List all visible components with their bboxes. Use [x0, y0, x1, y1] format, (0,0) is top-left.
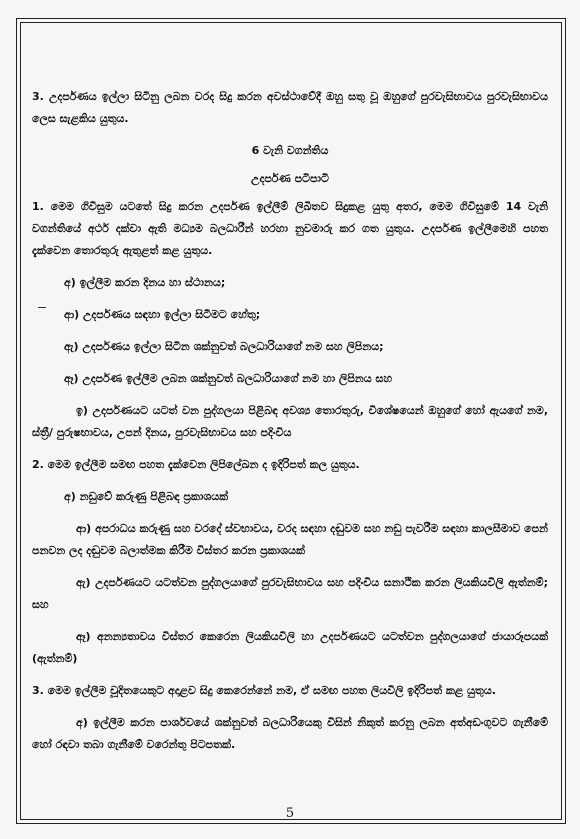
clause-1-aa: ආ) උදර්පණය සඳහා ඉල්ලා සිටීමට හේතු; [64, 308, 261, 321]
clause-1-ae: ඇ) උදර්පණය ඉල්ලා සිටින ශක්නුවත් බලධාරියාගේ නම සහ ලිපිනය; [64, 340, 384, 353]
clause-2-aee: ඈ) අනන්‍යතාවය විස්තර කෙරෙන ලියකියවිලි හා උදර්පණයට යටත්වන පුද්ගලයාගේ ජායාරූපයක් (ඇත්නම්) [32, 630, 548, 665]
clause-1: 1. මෙම ගිවිසුම යටතේ සිදු කරන උදර්පණ ඉල්ලීම් ලිඛිතව සිදුකළ යුතු අතර, මෙම ගිවිසුමේ 14 වැනි වගන්තියේ අර්ථ දක්වා ඇති මධ්‍යම බලධාරීන් හරහා නුවමාරු කර ගත යුතුය. උදර්පණ ඉල්ලීමෙහි පහත දැක්වෙන තොරතුරු ඇතුළත් කළ යුතුය. [32, 200, 548, 257]
clause-2-a: අ) නඩුවේ කරුණු පිළිබඳ ප්‍රකාශයක් [64, 490, 229, 503]
clause-3-a: අ) ඉල්ලීම කරන පාර්ශවයේ ශක්නුවත් බලධාරියෙකු විසින් නිකුත් කරනු ලබන අත්අඩංගුවට ගැනීමේ හෝ රඳවා තබා ගැනීමේ වරෙන්තු පිටපතක්. [32, 716, 548, 751]
section-title: 6 වැනි වගන්තිය [251, 144, 329, 157]
section-subtitle: උදර්පණ පටිපාටි [251, 172, 329, 185]
clause-2-aa: ආ) අපරාධය කරුණු සහ වරදේ ස්වභාවය, වරද සඳහා දඬුවම සහ නඩු පැවරීම සඳහා කාලසීමාව පෙන් පනවන ලද දඬුවම බලාත්මක කිරීම විස්තර කරන ප්‍රකාශයක් [32, 522, 548, 557]
clause-3: 3. මෙම ඉල්ලීම චූදිතයෙකුට අදාළව සිදු කෙරෙන්නේ නම, ඒ සමඟ පහත ලියවිලි ඉදිරිපත් කළ යුතුය. [32, 684, 496, 697]
clause-2: 2. මෙම ඉල්ලීම සමඟ පහත දැක්වෙන ලිපිලේඛන ද ඉදිරිපත් කල යුතුය. [32, 458, 360, 471]
page-number: 5 [285, 806, 295, 821]
clause-2-ae: ඇ) උදර්පණයට යටත්වන පුද්ගලයාගේ පුරවැසිභාවය සහ පදිංචිය සනාථික කරන ලියකියවිලි ඇත්නම්; සහ [32, 576, 548, 611]
document-body [32, 86, 548, 766]
clause-3-top: 3. උදර්පණය ඉල්ලා සිටිනු ලබන වරද සිදු කරන අවස්ථාවේදී ඔහු සතු වූ ඔහුගේ පුරවැසිභාවය පුරවැසිභාවය ලෙස සැළකිය යුතුය. [32, 90, 548, 125]
clause-1-i: ඉ) උදර්පණයට යටත් වන පුද්ගලයා පිළිබඳ අවශ්‍ය තොරතුරු, විශේෂයෙන් ඔහුගේ හෝ ඇයගේ නම, ස්ත්‍රී/ පුරුෂභාවය, උපන් දිනය, පුරවැසිභාවය සහ පදිංචිය [32, 404, 548, 439]
clause-1-aee: ඈ) උදර්පණ ඉල්ලීම ලබන ශක්නුවත් බලධාරියාගේ නම හා ලිපිනය සහ [64, 372, 393, 385]
clause-1-a: අ) ඉල්ලීම කරන දිනය හා ස්ථානය; [64, 276, 226, 289]
